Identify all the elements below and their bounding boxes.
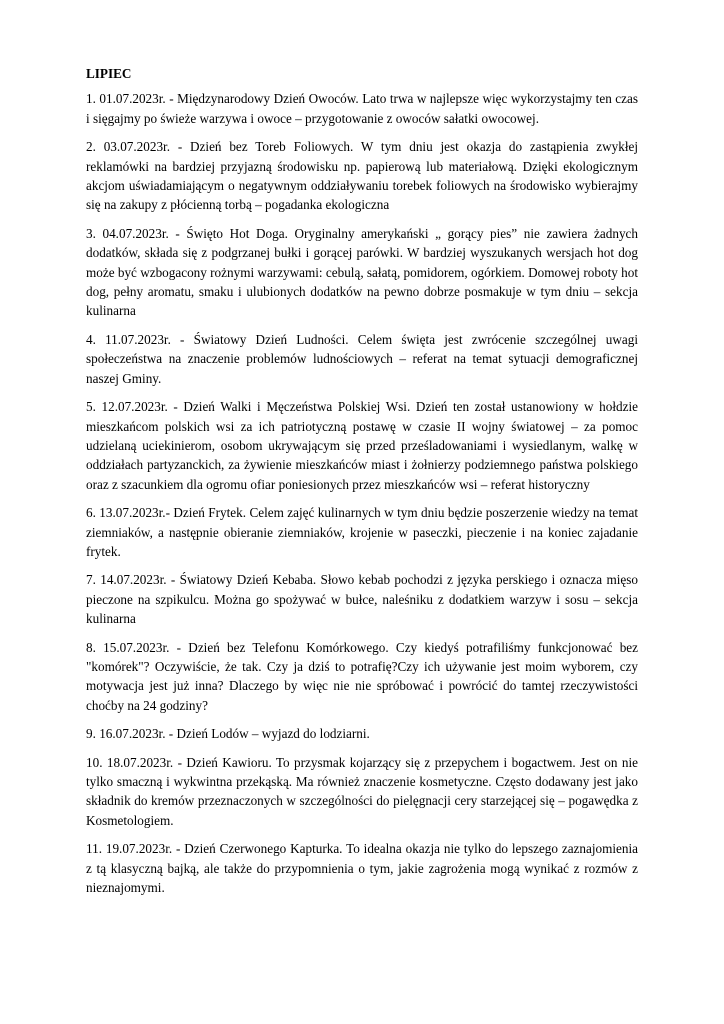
list-item-8: 8. 15.07.2023r. - Dzień bez Telefonu Komórkowego. Czy kiedyś potrafiliśmy funkcjonować bez "komórek"? Oczywiście, że tak. Czy ja dziś to potrafię?Czy ich używanie jest moim wyborem, czy motywacja jest już inna? Dlaczego by więc nie nie spróbować i powrócić do tamtej rzeczywistości choćby na 24 godziny? bbox=[86, 639, 638, 713]
list-item-7: 7. 14.07.2023r. - Światowy Dzień Kebaba. Słowo kebab pochodzi z języka perskiego i oznacza mięso pieczone na szpikulcu. Można go spożywać w bułce, naleśniku z dodatkiem warzyw i sosu – sekcja kulinarna bbox=[86, 572, 638, 627]
list-item-4: 4. 11.07.2023r. - Światowy Dzień Ludności. Celem święta jest zwrócenie szczególnej uwagi społeczeństwa na znaczenie problemów ludnościowych – referat na temat sytuacji demograficznej naszej Gminy. bbox=[86, 331, 638, 386]
list-item-9: 9. 16.07.2023r. - Dzień Lodów – wyjazd do lodziarni. bbox=[86, 726, 370, 742]
list-item-6: 6. 13.07.2023r.- Dzień Frytek. Celem zajęć kulinarnych w tym dniu będzie poszerzenie wiedzy na temat ziemniaków, a następnie obieranie ziemniaków, krojenie w paseczki, pieczenie i na koniec zajadanie frytek. bbox=[86, 505, 638, 559]
list-item-1: 1. 01.07.2023r. - Międzynarodowy Dzień Owoców. Lato trwa w najlepsze więc wykorzystajmy ten czas i sięgajmy po świeże warzywa i owoce – przygotowanie z owoców sałatki owocowej. bbox=[86, 91, 638, 126]
list-item-11: 11. 19.07.2023r. - Dzień Czerwonego Kapturka. To idealna okazja nie tylko do lepszego zaznajomienia z tą klasyczną bajką, ale także do przypomnienia o tym, jakie zagrożenia mogą wynikać z rozmów z nieznajomymi. bbox=[86, 841, 638, 896]
list-item-10: 10. 18.07.2023r. - Dzień Kawioru. To przysmak kojarzący się z przepychem i bogactwem. Jest on nie tylko smaczną i wykwintna przekąską. Ma również znaczenie kosmetyczne. Często dodawany jest jako składnik do kremów przeznaczonych w szczególności do pielęgnacji cery starzejącej się – pogawędka z Kosmetologiem. bbox=[86, 754, 638, 828]
list-item-2: 2. 03.07.2023r. - Dzień bez Toreb Foliowych. W tym dniu jest okazja do zastąpienia zwykłej reklamówki na bardziej przyjazną środowisku np. papierową lub materiałową. Dzięki ekologicznym akcjom uświadamiającym o negatywnym oddziaływaniu torebek foliowych na środowisko wybierajmy się na zakupy z płócienną torbą – pogadanka ekologiczna bbox=[86, 139, 638, 213]
list-item-3: 3. 04.07.2023r. - Święto Hot Doga. Oryginalny amerykański „ gorący pies” nie zawiera żadnych dodatków, składa się z podgrzanej bułki i gorącej parówki. W bardziej wyszukanych wersjach hot dog może być wzbogacony rożnymi warzywami: cebulą, sałatą, pomidorem, ogórkiem. Domowej roboty hot dog, pełny aromatu, smaku i ulubionych dodatków na pewno dobrze posmakuje w tym dniu – sekcja kulinarna bbox=[86, 225, 638, 319]
page-heading: LIPIEC bbox=[86, 66, 132, 81]
list-item-5: 5. 12.07.2023r. - Dzień Walki i Męczeństwa Polskiej Wsi. Dzień ten został ustanowiony w hołdzie mieszkańcom polskich wsi za ich patriotyczną postawę w czasie II wojny światowej – za pomoc udzielaną uciekinierom, osobom ukrywającym się przed prześladowaniami i wysiedlanym, walkę w oddziałach partyzanckich, za żywienie mieszkańców miast i żołnierzy podziemnego państwa polskiego oraz z szacunkiem dla ogromu ofiar poniesionych przez mieszkańców wsi – referat historyczny bbox=[86, 399, 638, 492]
document-page bbox=[86, 64, 638, 906]
